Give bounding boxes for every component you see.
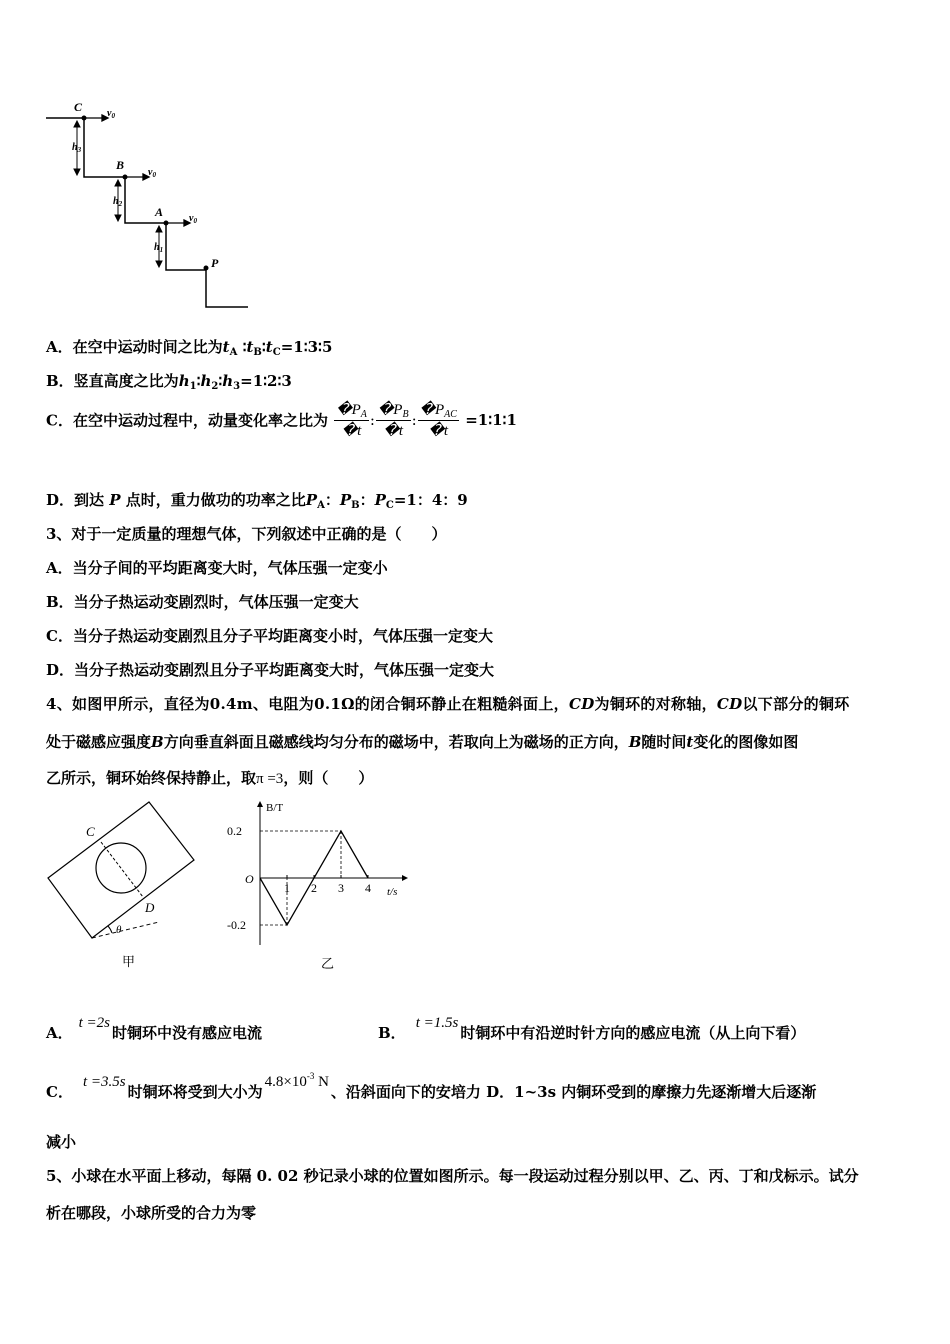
q3-option-b: B．当分子热运动变剧烈时，气体压强一定变大 <box>46 593 359 611</box>
fraction-c: $\frac{�P_{AC}}{�t}$ <box>419 402 457 439</box>
y-axis-arrow <box>257 801 263 807</box>
svg-text:C: C <box>86 824 95 839</box>
q3-stem: 3、对于一定质量的理想气体，下列叙述中正确的是（ ） <box>46 525 447 543</box>
x-axis-arrow <box>402 875 408 881</box>
fraction-b: $\frac{�P_B}{�t}$ <box>377 402 409 439</box>
figure-jia <box>44 800 204 975</box>
q2-option-d: D．到达 P 点时，重力做功的功率之比$P_A$：$P_B$：$P_C=1$：4：9 <box>46 491 468 511</box>
chart-caption: 乙 <box>321 956 335 971</box>
q3-option-c: C．当分子热运动变剧烈且分子平均距离变小时，气体压强一定变大 <box>46 627 493 645</box>
label-C: C <box>74 100 83 114</box>
label-P: P <box>211 256 219 270</box>
q4-stem-line1: 4、如图甲所示，直径为0.4m、电阻为0.1Ω的闭合铜环静止在粗糙斜面上，CD为铜环的对称轴，CD以下部分的铜环 <box>46 695 850 713</box>
copper-ring-slope <box>48 802 194 938</box>
q4-option-b: B．t =1.5s时铜环中有沿逆时针方向的感应电流（从上向下看） <box>378 1015 806 1042</box>
x-axis-label: t/s <box>387 886 398 898</box>
y-axis-label: B/T <box>266 802 284 814</box>
q4-stem-line2: 处于磁感应强度B方向垂直斜面且磁感线均匀分布的磁场中，若取向上为磁场的正方向，B随时间t变化的图像如图 <box>46 733 799 751</box>
q4-option-d-continued: 减小 <box>46 1133 77 1151</box>
x-tick-label: 2 <box>311 881 317 895</box>
chart-figure-yi <box>224 795 414 975</box>
q4-option-c-d: C．t =3.5s时铜环将受到大小为$4.8\times 10^{-3}$ N、沿斜面向下的安培力 D．1~3s 内铜环受到的摩擦力先逐渐增大后逐渐 <box>46 1071 817 1101</box>
q2-option-a: A．在空中运动时间之比为$t_A$ $∶t_B∶t_C=1∶3∶5$ <box>46 338 333 358</box>
svg-text:h3: $h_3$ <box>72 142 82 154</box>
label-B: B <box>116 158 125 172</box>
y-tick-label: -0.2 <box>227 918 246 932</box>
q3-option-d: D．当分子热运动变剧烈且分子平均距离变大时，气体压强一定变大 <box>46 661 495 679</box>
q4-stem-line3: 乙所示，铜环始终保持静止，取π =3，则（ ） <box>46 769 374 787</box>
q5-stem-line1: 5、小球在水平面上移动，每隔 0. 02 秒记录小球的位置如图所示。每一段运动过程分别以甲、乙、丙、丁和戊标示。试分 <box>46 1167 859 1185</box>
label-A: A <box>155 205 164 219</box>
q2-option-b: B．竖直高度之比为$h_1∶h_2∶h_3=1∶2∶3$ <box>46 372 292 392</box>
point-P <box>204 266 209 271</box>
q3-option-a: A．当分子间的平均距离变大时，气体压强一定变小 <box>46 559 388 577</box>
svg-text:h1: $h_1$ <box>154 242 164 254</box>
q2-option-c: C．在空中运动过程中，动量变化率之比为 $\frac{�P_A}{�t}$ : $\frac{�P_B}{�t}$ : $\frac{�P_{AC}}{�t}$ =1∶1∶1 <box>46 402 517 439</box>
fraction-a: $\frac{�P_A}{�t}$ <box>336 402 367 439</box>
x-tick-label: 3 <box>338 881 344 895</box>
y-tick-label: 0.2 <box>227 824 242 838</box>
svg-text:h2: $h_2$ <box>113 196 123 208</box>
svg-text:D: D <box>145 900 155 915</box>
x-tick-label: 1 <box>284 881 290 895</box>
svg-text:v0: $v_0$ <box>107 108 115 120</box>
q4-option-a: A．t =2s时铜环中没有感应电流 <box>46 1015 263 1042</box>
svg-text:θ: θ <box>116 924 122 936</box>
svg-text:v0: $v_0$ <box>148 167 156 179</box>
svg-text:v0: $v_0$ <box>189 213 197 225</box>
x-tick-label: 4 <box>365 881 371 895</box>
q5-stem-line2: 析在哪段，小球所受的合力为零 <box>46 1204 257 1222</box>
staircase-figure <box>40 95 270 320</box>
caption-jia: 甲 <box>122 954 136 969</box>
origin-label: O <box>245 872 254 886</box>
